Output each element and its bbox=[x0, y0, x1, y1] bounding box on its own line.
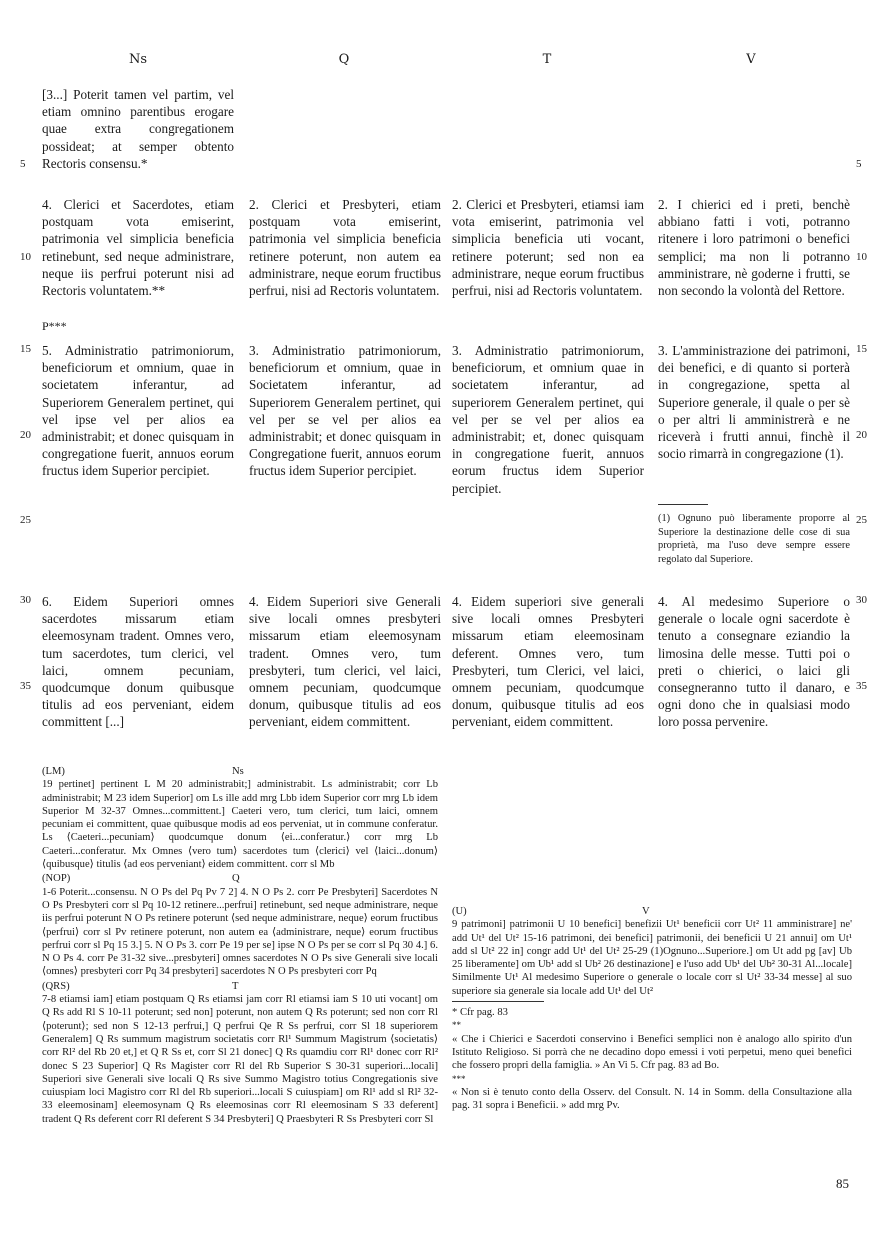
column-header-q: Q bbox=[338, 52, 350, 67]
q-paragraph-4: 4. Eidem Superiori sive Generali sive locali omnes presbyteri missarum etiam eleemosynam tradent. Omnes vero, tum presbyteri, tum clerici, vel laici, omnem pecuniam, quodcumque donum, quibusque titulis ad eos perveniant, eidem committent. bbox=[249, 594, 441, 730]
line-number: 20 bbox=[20, 429, 31, 441]
line-number: 5 bbox=[20, 158, 26, 170]
v-paragraph-2: 2. I chierici ed i preti, benchè abbiano fatti i voti, potranno ritenere i loro patrimoni o benefici semplici; ma non li potranno amministrare, nè goderne i frutti, se non secondo la volontà del Rettore. bbox=[658, 197, 850, 299]
line-number: 25 bbox=[20, 514, 31, 526]
apparatus-nop-text: 1-6 Poterit...consensu. N O Ps del Pq Pv 7 2] 4. N O Ps 2. corr Pe Presbyteri] Sacerdotes N O Ps Presbyteri corr sl Pq 10-12 retinere...perfrui] retinebunt, sed neque administrare, neque iis perfrui poterunt N O Ps retinere poterunt ⟨sed neque administrare, neque⟩ eorum fructibus ⟨perfrui⟩ corr sl Pv retinere poterunt, non autem ea ⟨administrare, neque⟩ eorum fructibus perfrui corr sl Pq 15 3.] 5. N O Ps 3. corr Pe 19 per se] ipse N O Ps per se corr sl Pq 30 4.] 6. N O Ps 4. corr Pe 31-32 sive...presbyteri] omnes sacerdotes N O Ps sive Generali sive locali ⟨omnes⟩ presbyteri corr Pq 34 presbyteri] sacerdotes N O Ps presbyteri corr Pq bbox=[42, 886, 438, 978]
apparatus-label: T bbox=[232, 980, 239, 992]
t-paragraph-2: 2. Clerici et Presbyteri, etiamsi iam vota emiserint, patrimonia vel simplicia beneficia uti vocant, retinere poterunt; sed non ea administrare, neque eorum fructibus perfrui, nisi ad Rectoris voluntatem. bbox=[452, 197, 644, 299]
apparatus-lm-header bbox=[42, 765, 438, 778]
apparatus-label: Q bbox=[232, 873, 240, 885]
footnote-star-3-text: « Non si è tenuto conto della Osserv. del Consult. N. 14 in Somm. della Consultazione alla pag. 31 sopra i Beneficii. » add mrg Pv. bbox=[452, 1086, 852, 1112]
footnote-star-2-text: « Che i Chierici e Sacerdoti conservino i Benefici semplici non è analogo allo spirito d'un Istituto Religioso. Si porrà che ne decadino dopo emessi i voti perpetui, meno quei benefici che fossero propri della famiglia. » An Vi 5. Cfr pag. 83 ad Bo. bbox=[452, 1033, 852, 1072]
line-number: 10 bbox=[20, 251, 31, 263]
apparatus-right-column bbox=[452, 905, 852, 1112]
footnote-mark: * bbox=[452, 1007, 458, 1019]
line-number: 15 bbox=[20, 343, 31, 355]
line-number: 10 bbox=[856, 251, 867, 263]
line-number: 35 bbox=[20, 680, 31, 692]
column-header-t: T bbox=[542, 52, 552, 67]
footnote-rule bbox=[452, 1001, 544, 1002]
apparatus-qrs-header bbox=[42, 980, 438, 993]
apparatus-nop-header bbox=[42, 872, 438, 885]
q-paragraph-2: 2. Clerici et Presbyteri, etiam postquam vota emiserint, patrimonia vel simplicia beneficia retinere poterunt, non autem ea administrare, neque eorum fructibus perfrui, nisi ad Rectoris voluntatem. bbox=[249, 197, 441, 299]
line-number: 25 bbox=[856, 514, 867, 526]
apparatus-sigla: (U) bbox=[452, 906, 467, 917]
footnote-mark-2: ** bbox=[452, 1020, 461, 1031]
line-number: 15 bbox=[856, 343, 867, 355]
line-number: 30 bbox=[856, 594, 867, 606]
footnote-star-1 bbox=[452, 1006, 852, 1019]
apparatus-lm-text: 19 pertinet] pertinent L M 20 administrabit;] administrabit. Ls administrabit; corr Lb administrabit; M 23 idem Superior] om Ls ille add mrg Lbb idem Superior corr mrg Lb idem Superior M 32-37 Omnes...committent.] Caeteri vero, tum clerici, tum laici, omnem pecuniam ei committent, quae quibusque modis ad eos perveniat, ut in commune conferatur. Ls ⟨Caeteri...pecuniam⟩ quodcumque donum ⟨ei...conferatur.⟩ corr mrg Lb Caeteri...conferatur. Mx Omnes ⟨vero tum⟩ sacerdotes tum ⟨clerici⟩ vel ⟨laici...donum⟩ ⟨quibusque⟩ titulis ⟨ad eos perveniant⟩ eidem committent. corr sl Mb bbox=[42, 779, 438, 871]
v-footnote-1: (1) Ognuno può liberamente proporre al Superiore la destinazione delle cose di sua proprietà, ma l'uso deve sempre essere regolato dal Superiore. bbox=[658, 513, 850, 565]
ns-page-mark: P*** bbox=[42, 319, 67, 333]
ns-paragraph-6: 6. Eidem Superiori omnes sacerdotes missarum etiam eleemosynam tradent. Omnes vero, tum sacerdotes, tum clerici, vel laici, omnem pecuniam, quodcumque donum quibusque titulis ad eos perveniant, eidem committent [...] bbox=[42, 594, 234, 730]
ns-paragraph-5: 5. Administratio patrimoniorum, beneficiorum et omnium, quae in societatem inferantur, ad Superiorem Generalem pertinet, qui vel ipse vel per alios ea administrabit; et donec quisquam in congregatione fuerit, annuos eorum fructus idem Superior percipiet. bbox=[42, 343, 234, 479]
q-paragraph-3: 3. Administratio patrimoniorum, beneficiorum et omnium, quae in Societatem inferantur, ad Superiorem Generalem pertinet, qui vel per se vel per alios ea administrabit; et donec quisquam in Congregatione fuerit, annuos eorum fructus idem Superior percipiet. bbox=[249, 343, 441, 479]
apparatus-label: V bbox=[642, 906, 650, 917]
apparatus-left bbox=[42, 765, 438, 1126]
footnote-mark-3: *** bbox=[452, 1073, 466, 1084]
column-header-ns: Ns bbox=[128, 52, 148, 67]
line-number: 5 bbox=[856, 158, 862, 170]
line-number: 35 bbox=[856, 680, 867, 692]
t-paragraph-4: 4. Eidem superiori sive generali sive locali omnes Presbyteri missarum etiam eleemosinam deferent. Omnes vero, tum Presbyteri, tum Clerici, vel laici, omnem pecuniam, quodcumque donum, quibusque titulis ad eos perveniant, eidem committent. bbox=[452, 594, 644, 730]
apparatus-sigla: (NOP) bbox=[42, 873, 71, 885]
footnote-text: Cfr pag. 83 bbox=[459, 1007, 508, 1019]
apparatus-label: Ns bbox=[232, 766, 244, 777]
line-number: 20 bbox=[856, 429, 867, 441]
apparatus-sigla: (LM) bbox=[42, 766, 65, 777]
t-paragraph-3: 3. Administratio patrimoniorum, beneficiorum, et omnium quae in societatem inferantur, ad superiorem Generalem pertinet, qui vel per se vel per alios ea administrabit; et, donec quisquam in congregatione fuerit, annuos eorum fructus idem Superior percipiet. bbox=[452, 343, 644, 496]
footnote-rule bbox=[658, 504, 708, 505]
column-header-v: V bbox=[746, 52, 756, 67]
page-number: 85 bbox=[836, 1176, 849, 1191]
line-number: 30 bbox=[20, 594, 31, 606]
v-paragraph-4: 4. Al medesimo Superiore o generale o locale ogni sacerdote è tenuto a consegnare eziandio la limosina delle messe. Tutti poi o preti o chierici, o laici gli consegneranno tutto il danaro, e ogni dono che in qualsiasi modo loro possa pervenire. bbox=[658, 594, 850, 730]
ns-paragraph-3: [3...] Poterit tamen vel partim, vel etiam omnino parentibus erogare quae extra congregationem possideat; at semper obtento Rectoris consensu.* bbox=[42, 87, 234, 171]
apparatus-sigla: (QRS) bbox=[42, 980, 70, 992]
apparatus-qrs-text: 7-8 etiamsi iam] etiam postquam Q Rs etiamsi jam corr Rl etiamsi iam S 10 uti vocant] om Q Rs add Rl S 10-11 poterunt; sed non] poterunt, non autem Q Rs poterunt; sed non corr Rl ⟨poterunt⟩; sed non S 12-13 perfrui,] Q perfrui Qe R Ss perfrui, corr Sl 18 superiorem Generalem] Q Rs summum magistrum societatis corr Rl¹ Summum Magistrum ⟨societatis⟩ corr Rl² del Rb 20 et,] et Q R Ss et, corr Sl 21 donec] Q Rs quamdiu corr Rl¹ donec corr Rl² donec S 23 Superior] Q Rs Magister corr Rl del Rb Superior S 30-31 superiori...locali] Superiori sive Generali sive locali Q Rs sive Summo Magistro totius Congregationis sive cuiuspiam loci Magistro corr Rl del Rb superiori...locali S cuiuspiam] om Rl¹ add sl Rl² 32-33 eleemosinam] eleemosynam Q Rs eleemosinas corr Rl eleemosinam S 33 deferent] tradent Q Rs deferent corr Rl deferent S 34 Presbyteri] Q Praesbyteri R Ss Presbyteri corr Sl bbox=[42, 994, 438, 1125]
ns-paragraph-4: 4. Clerici et Sacerdotes, etiam postquam vota emiserint, patrimonia vel simplicia beneficia retinebunt, sed neque administrare, neque iis perfrui poterunt nisi ad Rectoris voluntatem.** bbox=[42, 197, 234, 299]
apparatus-u-header bbox=[452, 905, 852, 918]
v-paragraph-3: 3. L'amministrazione dei patrimoni, dei benefici, e di quanto si porterà in congregazione, spetta al Superiore generale, il quale o per sè o per altri li amministrerà e ne riceverà i frutti annui, finchè il socio rimarrà in congregazione (1). bbox=[658, 343, 850, 462]
apparatus-u-text: 9 patrimoni] patrimonii U 10 benefici] benefizii Ut¹ beneficii corr Ut² 11 amministrare] ne' add Ut¹ del Ut² 15-16 patrimoni, dei benefici] patrimonii, dei beneficii U 21 annui] om Ut¹ add sl Ut² 22 in] congr add Ut¹ del Ut² 25-29 (1)Ognuno...Superiore.] om Ut add pg [av] Ub 25 liberamente] om Ub¹ add sl Ub² 26 destinazione] e l'uso add Ub¹ del Ub² 30-31 Al...locale] Similmente Ut¹ Al medesimo Superiore o generale o locale corr sl Ut² 33-34 messe] al suo superiore sia generale sia locale add Ut¹ del Ut² bbox=[452, 919, 852, 997]
